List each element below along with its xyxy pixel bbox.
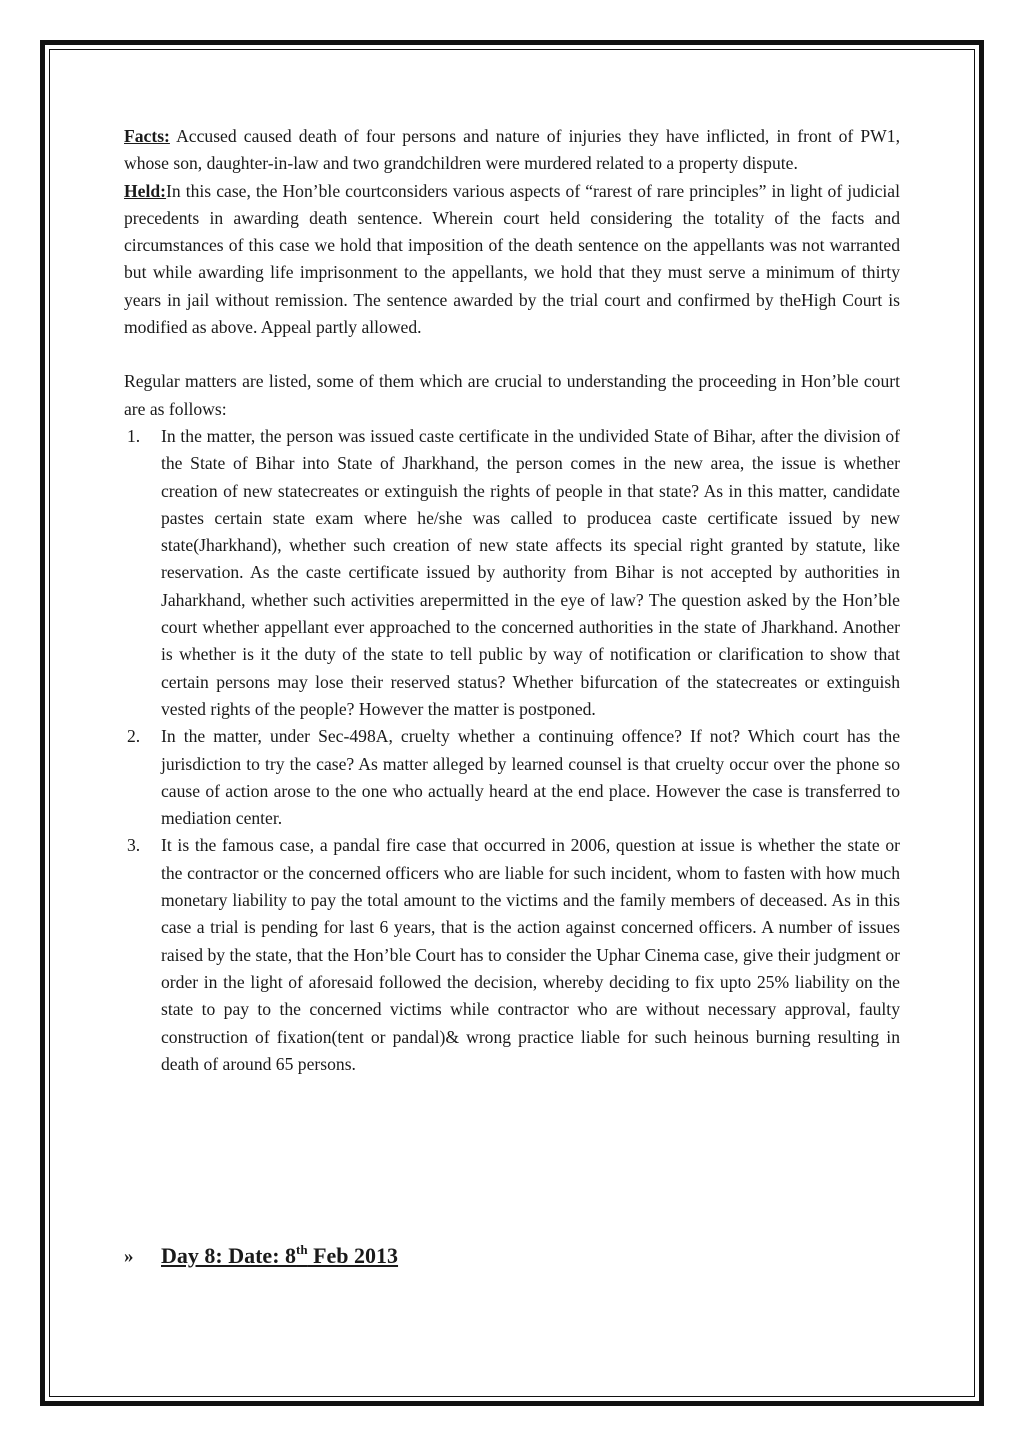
- facts-paragraph: [124, 123, 900, 178]
- list-item-number: 1.: [127, 425, 141, 446]
- list-item-text: In the matter, under Sec-498A, cruelty whether a continuing offence? If not? Which court has the jurisdiction to try the case? As matter alleged by learned counsel is that cruelty occur over the phone so cause of action arose to the one who actually heard at the end place. However the case is transferred to mediation center.: [161, 726, 900, 829]
- day-heading-text: [161, 1243, 398, 1268]
- held-text: In this case, the Hon’ble courtconsiders various aspects of “rarest of rare principles” in light of judicial precedents in awarding death sentence. Wherein court held considering the totality of the facts and circumstances of this case we hold that imposition of the death sentence on the appellants was not warranted but while awarding life imprisonment to the appellants, we hold that they must serve a minimum of thirty years in jail without remission. The sentence awarded by the trial court and confirmed by theHigh Court is modified as above. Appeal partly allowed.: [124, 180, 900, 338]
- list-item: [124, 423, 900, 723]
- document-body: [124, 123, 900, 1078]
- list-item-text: It is the famous case, a pandal fire case that occurred in 2006, question at issue is whether the state or the contractor or the concerned officers who are liable for such incident, whom to fasten with how much monetary liability to pay the total amount to the victims and the family members of deceased. As in this case a trial is pending for last 6 years, that is the action against concerned officers. A number of issues raised by the state, that the Hon’ble Court has to consider the Uphar Cinema case, give their judgment or order in the light of aforesaid followed the decision, whereby deciding to fix upto 25% liability on the state to pay to the concerned victims while contractor who are without necessary approval, faulty construction of fixation(tent or pandal)& wrong practice liable for such heinous burning resulting in death of around 65 persons.: [161, 835, 900, 1074]
- double-chevron-right-icon: »: [124, 1246, 134, 1267]
- held-label: Held:: [124, 180, 167, 201]
- paragraph-spacer: [124, 341, 900, 368]
- list-item: [124, 723, 900, 832]
- day-heading: [124, 1236, 398, 1277]
- day-heading-suffix: Feb 2013: [307, 1243, 399, 1268]
- intro-paragraph: Regular matters are listed, some of them which are crucial to understanding the proceeding in Hon’ble court are as follows:: [124, 371, 900, 419]
- list-item-text: In the matter, the person was issued caste certificate in the undivided State of Bihar, after the division of the State of Bihar into State of Jharkhand, the person comes in the new area, the issue is whether creation of new statecreates or extinguish the rights of people in that state? As in this matter, candidate pastes certain state exam where he/she was called to producea caste certificate issued by new state(Jharkhand), whether such creation of new state affects its special right granted by statute, like reservation. As the caste certificate issued by authority from Bihar is not accepted by authorities in Jaharkhand, whether such activities arepermitted in the eye of law? The question asked by the Hon’ble court whether appellant ever approached to the concerned authorities in the state of Jharkhand. Another is whether is it the duty of the state to tell public by way of notification or clarification to show that certain persons may lose their reserved status? Whether bifurcation of the statecreates or extinguish vested rights of the people? However the matter is postponed.: [161, 425, 900, 719]
- facts-text: Accused caused death of four persons and nature of injuries they have inflicted, in front of PW1, whose son, daughter-in-law and two grandchildren were murdered related to a property dispute.: [124, 126, 900, 174]
- list-item-number: 2.: [127, 726, 141, 747]
- list-item-number: 3.: [127, 835, 141, 856]
- list-item: [124, 832, 900, 1078]
- facts-label: Facts:: [124, 126, 170, 146]
- matters-list: [124, 423, 900, 1078]
- day-heading-ordinal: th: [296, 1242, 308, 1257]
- day-heading-prefix: Day 8: Date: 8: [161, 1243, 297, 1268]
- held-paragraph: [124, 178, 900, 342]
